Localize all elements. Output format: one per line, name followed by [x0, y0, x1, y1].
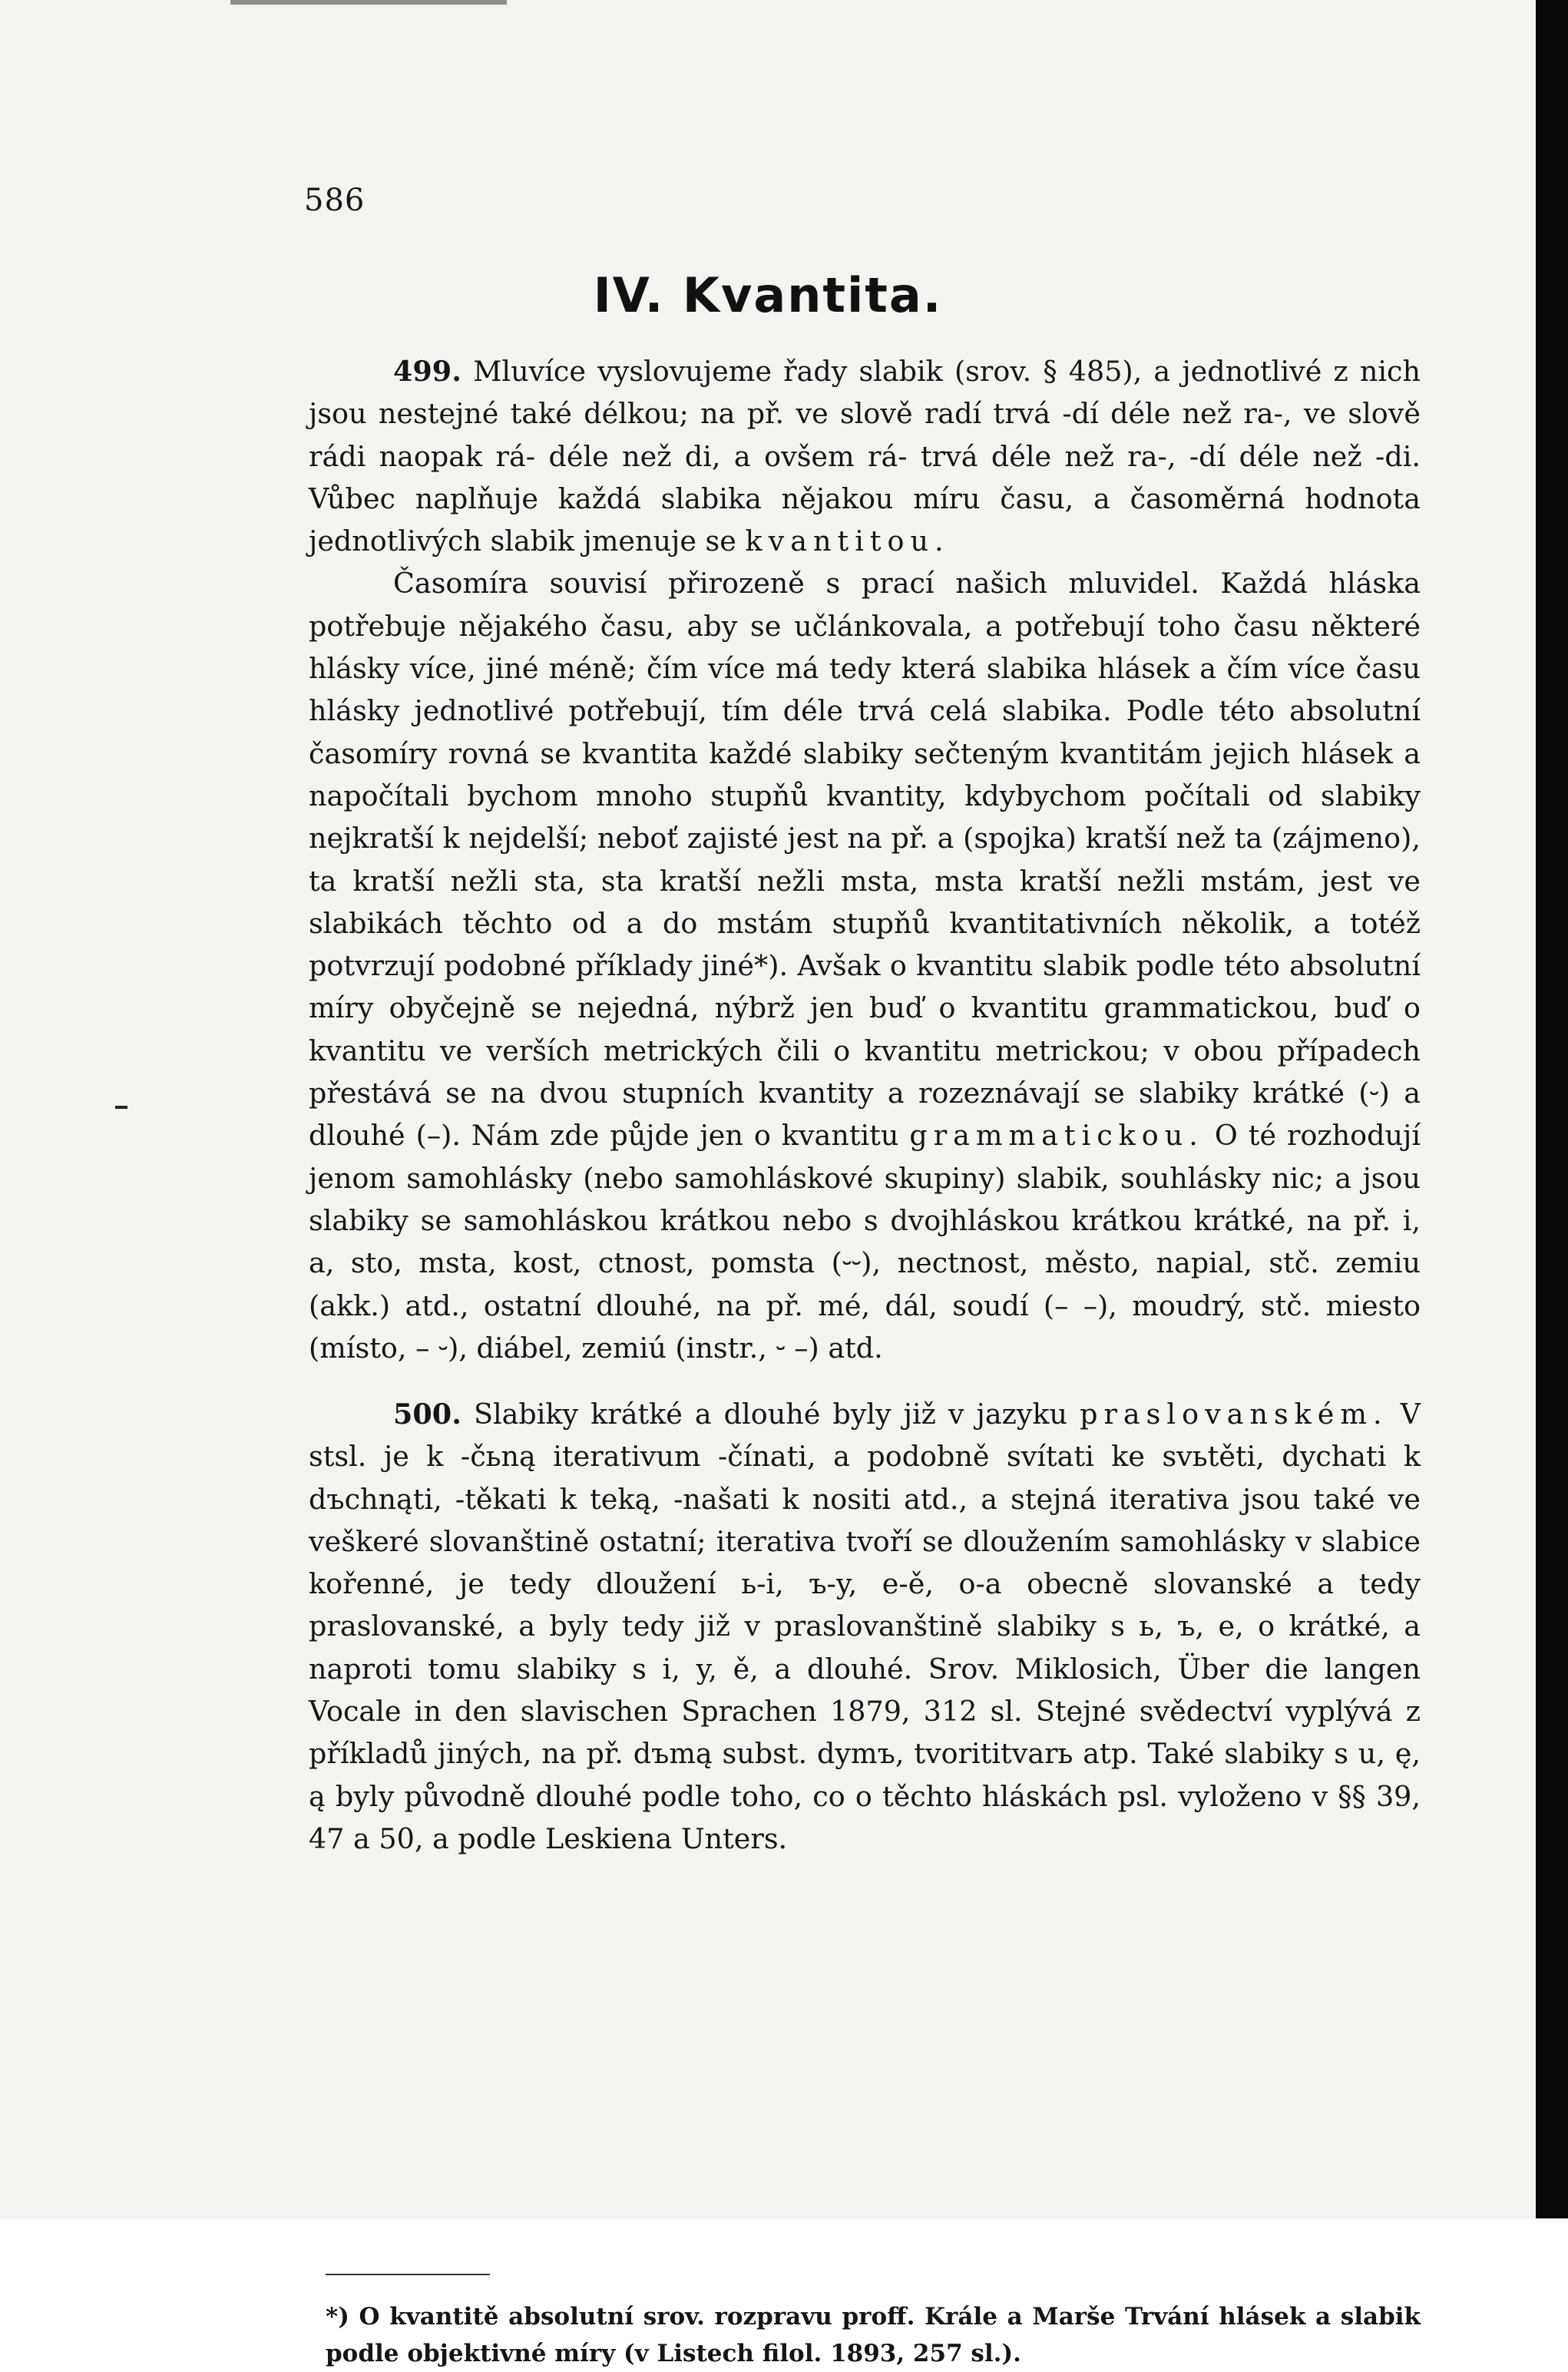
paragraph-text: O té rozhodují jenom samohlásky (nebo samohláskové skupiny) slabik, souhlásky nic; a jsou slabiky se samohláskou krátkou nebo s dvojhláskou krátkou krátké, na př. i, a, sto, msta, kost, ctnost, pomsta (⏑⏑), nectnost, město, napial, stč. zemiu (akk.) atd., ostatní dlouhé, na př. mé, dál, soudí (– –), moudrý, stč. miesto (místo, – ⏑), diábel, zemiú (instr., ⏑ –) atd. [309, 1119, 1421, 1365]
page-number: 586 [304, 183, 366, 218]
spaced-term: kvantitou. [745, 524, 950, 558]
section-499-paragraph-2 [309, 562, 1421, 1369]
scan-smudge [230, 0, 507, 5]
section-number-500: 500. [393, 1398, 461, 1431]
footnote-rule [326, 2274, 490, 2275]
section-number-499: 499. [393, 355, 461, 388]
spaced-term: praslovanském. [1080, 1398, 1388, 1431]
section-499 [309, 350, 1421, 1369]
section-499-paragraph-1 [309, 350, 1421, 562]
chapter-title: IV. Kvantita. [593, 267, 943, 323]
scan-border [1536, 0, 1568, 2218]
spaced-term: grammatickou. [909, 1119, 1204, 1153]
footnote: *) O kvantitě absolutní srov. rozpravu proff. Krále a Marše Trvání hlásek a slabik podle objektivné míry (v Listech filol. 1893, 257 sl.). [326, 2303, 1421, 2367]
paragraph-text: Slabiky krátké a dlouhé byly již v jazyku [473, 1398, 1068, 1431]
margin-dash [115, 1106, 127, 1109]
section-500-paragraph [309, 1393, 1421, 1860]
paragraph-text: Časomíra souvisí přirozeně s prací našich mluvidel. Každá hláska potřebuje nějakého času, aby se učlánkovala, a potřebují toho času některé hlásky více, jiné méně; čím více má tedy která slabika hlásek a čím více času hlásky jednotlivé potřebují, tím déle trvá celá slabika. Podle této absolutní časomíry rovná se kvantita každé slabiky sečteným kvantitám jejich hlásek a napočítali bychom mnoho stupňů kvantity, kdybychom počítali od slabiky nejkratší k nejdelší; neboť zajisté jest na př. a (spojka) kratší než ta (zájmeno), ta kratší nežli sta, sta kratší nežli msta, msta kratší nežli mstám, jest ve slabikách těchto od a do mstám stupňů kvantitativních několik, a totéž potvrzují podobné příklady jiné*). Avšak o kvantitu slabik podle této absolutní míry obyčejně se nejedná, nýbrž jen buď o kvantitu grammatickou, buď o kvantitu ve verších metrických čili o kvantitu metrickou; v obou případech přestává se na dvou stupních kvantity a rozeznávají se slabiky krátké (⏑) a dlouhé (–). Nám zde půjde jen o kvantitu [309, 567, 1421, 1153]
paragraph-text: V stsl. je k -čьną iterativum -čínati, a podobně svítati ke svьtěti, dychati k dъchnąti, -těkati k teką, -našati k nositi atd., a stejná iterativa jsou také ve veškeré slovanštině ostatní; iterativa tvoří se dloužením samohlásky v slabice kořenné, je tedy dloužení ь-i, ъ-y, e-ě, o-a obecně slovanské a tedy praslovanské, a byly tedy již v praslovanštině slabiky s ь, ъ, e, o krátké, a naproti tomu slabiky s i, y, ě, a dlouhé. Srov. Miklosich, Über die langen Vocale in den slavischen Sprachen 1879, 312 sl. Stejné svědectví vyplývá z příkladů jiných, na př. dъmą subst. dymъ, tvorititvarь atp. Také slabiky s u, ę, ą byly původně dlouhé podle toho, co o těchto hláskách psl. vyloženo v §§ 39, 47 a 50, a podle Leskiena Unters. [309, 1398, 1421, 1855]
paragraph-text: Mluvíce vyslovujeme řady slabik (srov. § 485), a jednotlivé z nich jsou nestejné také délkou; na př. ve slově radí trvá -dí déle než ra-, ve slově rádi naopak rá- déle než di, a ovšem rá- trvá déle než ra-, -dí déle než -di. Vůbec naplňuje každá slabika nějakou míru času, a časoměrná hodnota jednotlivých slabik jmenuje se [309, 355, 1421, 558]
section-500 [309, 1393, 1421, 1860]
